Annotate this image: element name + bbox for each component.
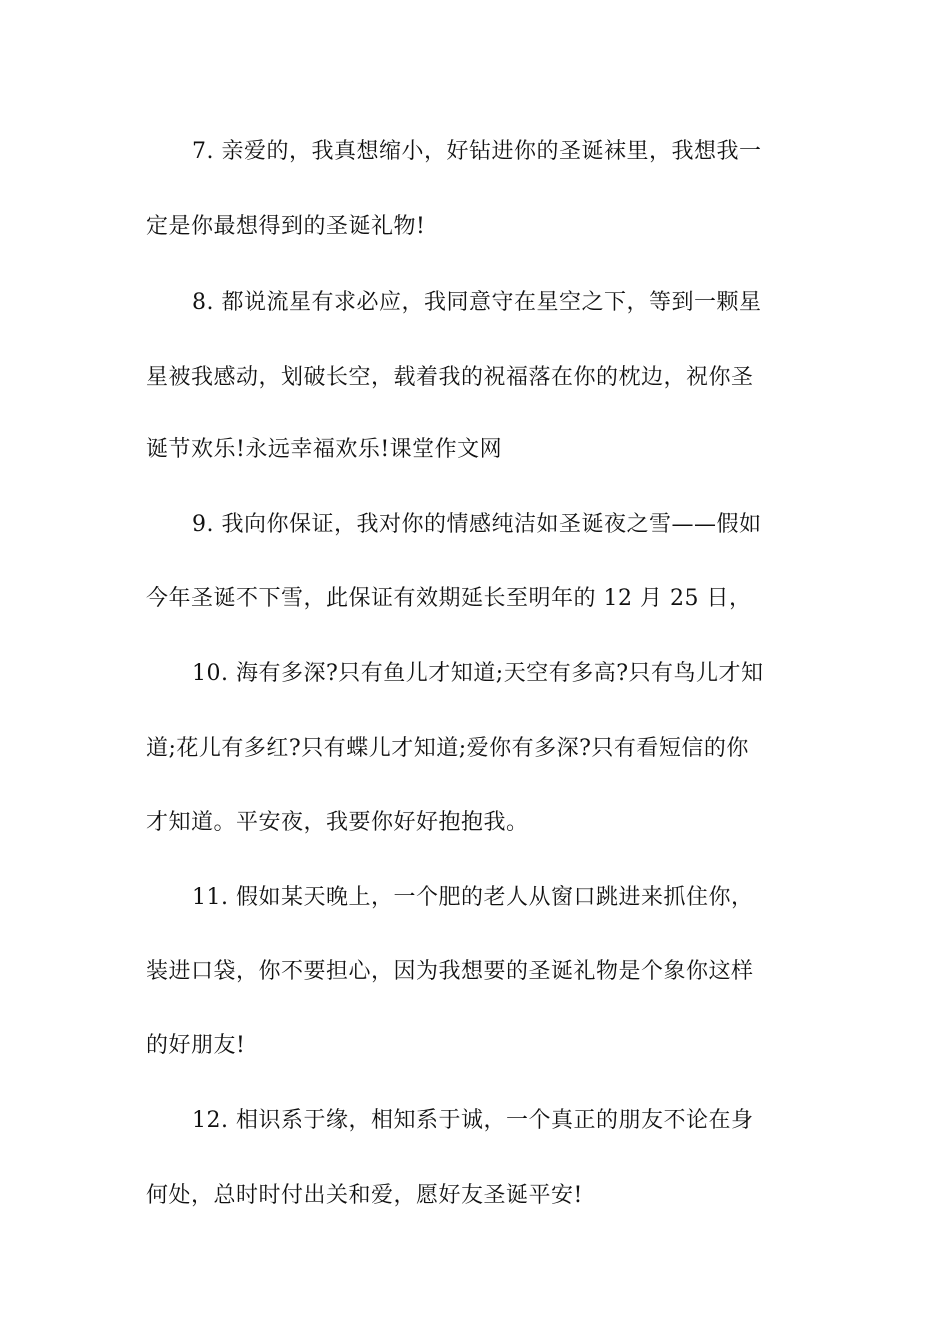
- paragraph-10-line-3: 才知道。平安夜，我要你好好抱抱我。: [146, 810, 529, 835]
- paragraph-9-line-2: 今年圣诞不下雪，此保证有效期延长至明年的 12 月 25 日，: [146, 586, 752, 611]
- paragraph-11-line-1: 11. 假如某天晚上，一个肥的老人从窗口跳进来抓住你，: [192, 885, 754, 910]
- paragraph-9-line-1: 9. 我向你保证，我对你的情感纯洁如圣诞夜之雪——假如: [192, 512, 762, 537]
- paragraph-10-line-1: 10. 海有多深?只有鱼儿才知道;天空有多高?只有鸟儿才知: [192, 661, 764, 686]
- paragraph-8-line-1: 8. 都说流星有求必应，我同意守在星空之下，等到一颗星: [192, 290, 762, 315]
- paragraph-11-line-2: 装进口袋，你不要担心，因为我想要的圣诞礼物是个象你这样: [146, 959, 754, 984]
- paragraph-8-line-2: 星被我感动，划破长空，载着我的祝福落在你的枕边，祝你圣: [146, 365, 754, 390]
- paragraph-12-line-1: 12. 相识系于缘，相知系于诚，一个真正的朋友不论在身: [192, 1108, 754, 1133]
- paragraph-11-line-3: 的好朋友!: [146, 1033, 246, 1058]
- paragraph-10-line-2: 道;花儿有多红?只有蝶儿才知道;爱你有多深?只有看短信的你: [146, 736, 749, 761]
- paragraph-7-line-1: 7. 亲爱的，我真想缩小，好钻进你的圣诞袜里，我想我一: [192, 139, 762, 164]
- paragraph-8-line-3: 诞节欢乐!永远幸福欢乐!课堂作文网: [146, 437, 503, 462]
- paragraph-12-line-2: 何处，总时时付出关和爱，愿好友圣诞平安!: [146, 1183, 583, 1208]
- paragraph-7-line-2: 定是你最想得到的圣诞礼物!: [146, 214, 426, 239]
